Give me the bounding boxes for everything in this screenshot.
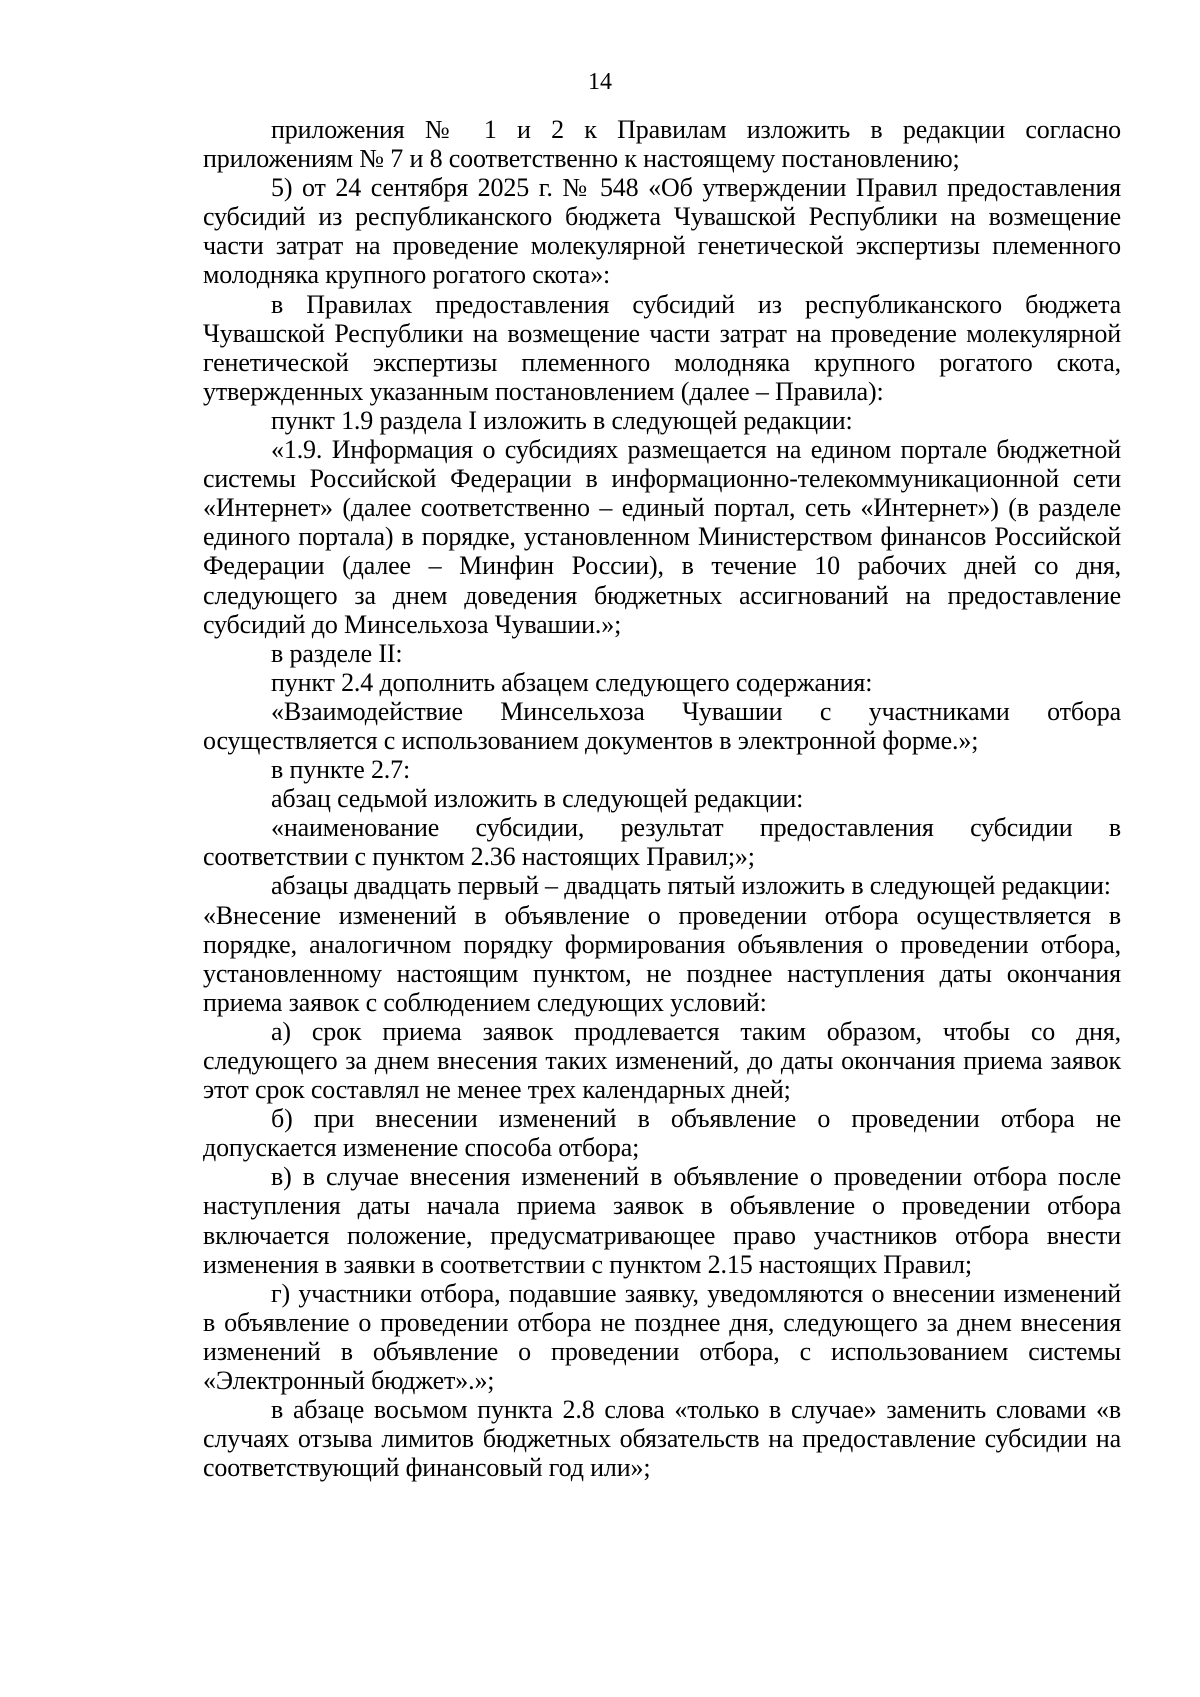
paragraph: «наименование субсидии, результат предоставления субсидии в соответствии с пунктом 2.36 настоящих Правил;»; [203, 813, 1121, 872]
paragraph: в абзаце восьмом пункта 2.8 слова «только в случае» заменить словами «в случаях отзыва лимитов бюджетных обязательств на предоставление субсидии на соответствующий финансовый год или»; [203, 1395, 1121, 1483]
paragraph: приложения № 1 и 2 к Правилам изложить в редакции согласно приложениям № 7 и 8 соответственно к настоящему постановлению; [203, 115, 1121, 174]
paragraph: в разделе II: [271, 638, 403, 668]
paragraph: «1.9. Информация о субсидиях размещается на едином портале бюджетной системы Российской Федерации в информационно-телекоммуникационной сети «Интернет» (далее соответственно – единый портал, сеть «Интернет») (в разделе единого портала) в порядке, установленном Министерством финансов Российской Федерации (далее – Минфин России), в течение 10 рабочих дней со дня, следующего за днем доведения бюджетных ассигнований на предоставление субсидий до Минсельхоза Чувашии.»; [203, 435, 1121, 639]
paragraph: «Внесение изменений в объявление о проведении отбора осуществляется в порядке, аналогичном порядку формирования объявления о проведении отбора, установленному настоящим пунктом, не позднее наступления даты окончания приема заявок с соблюдением следующих условий: [203, 900, 1121, 1017]
paragraph: г) участники отбора, подавшие заявку, уведомляются о внесении изменений в объявление о проведении отбора не позднее дня, следующего за днем внесения изменений в объявление о проведении отбора, с использованием системы «Электронный бюджет».»; [203, 1278, 1121, 1396]
paragraph: в пункте 2.7: [271, 755, 411, 785]
paragraph: 5) от 24 сентября 2025 г. № 548 «Об утверждении Правил предоставления субсидий из республиканского бюджета Чувашской Республики на возмещение части затрат на проведение молекулярной генетической экспертизы племенного молодняка крупного рогатого скота»: [203, 173, 1121, 290]
paragraph: «Взаимодействие Минсельхоза Чувашии с участниками отбора осуществляется с использованием документов в электронной форме.»; [203, 696, 1121, 755]
paragraph: в Правилах предоставления субсидий из республиканского бюджета Чувашской Республики на возмещение части затрат на проведение молекулярной генетической экспертизы племенного молодняка крупного рогатого скота, утвержденных указанным постановлением (далее – Правила): [203, 289, 1121, 406]
paragraph: б) при внесении изменений в объявление о проведении отбора не допускается изменение способа отбора; [203, 1104, 1121, 1163]
paragraph: пункт 2.4 дополнить абзацем следующего содержания: [271, 667, 873, 697]
paragraph: абзац седьмой изложить в следующей редакции: [271, 784, 804, 814]
page-number: 14 [588, 69, 612, 95]
document-body [203, 115, 1121, 1482]
paragraph: а) срок приема заявок продлевается таким образом, чтобы со дня, следующего за днем внесения таких изменений, до даты окончания приема заявок этот срок составлял не менее трех календарных дней; [203, 1016, 1121, 1105]
paragraph: в) в случае внесения изменений в объявление о проведении отбора после наступления даты начала приема заявок в объявление о проведении отбора включается положение, предусматривающее право участников отбора внести изменения в заявки в соответствии с пунктом 2.15 настоящих Правил; [203, 1162, 1121, 1279]
paragraph: пункт 1.9 раздела I изложить в следующей редакции: [271, 405, 853, 435]
paragraph: абзацы двадцать первый – двадцать пятый изложить в следующей редакции: [271, 871, 1111, 901]
